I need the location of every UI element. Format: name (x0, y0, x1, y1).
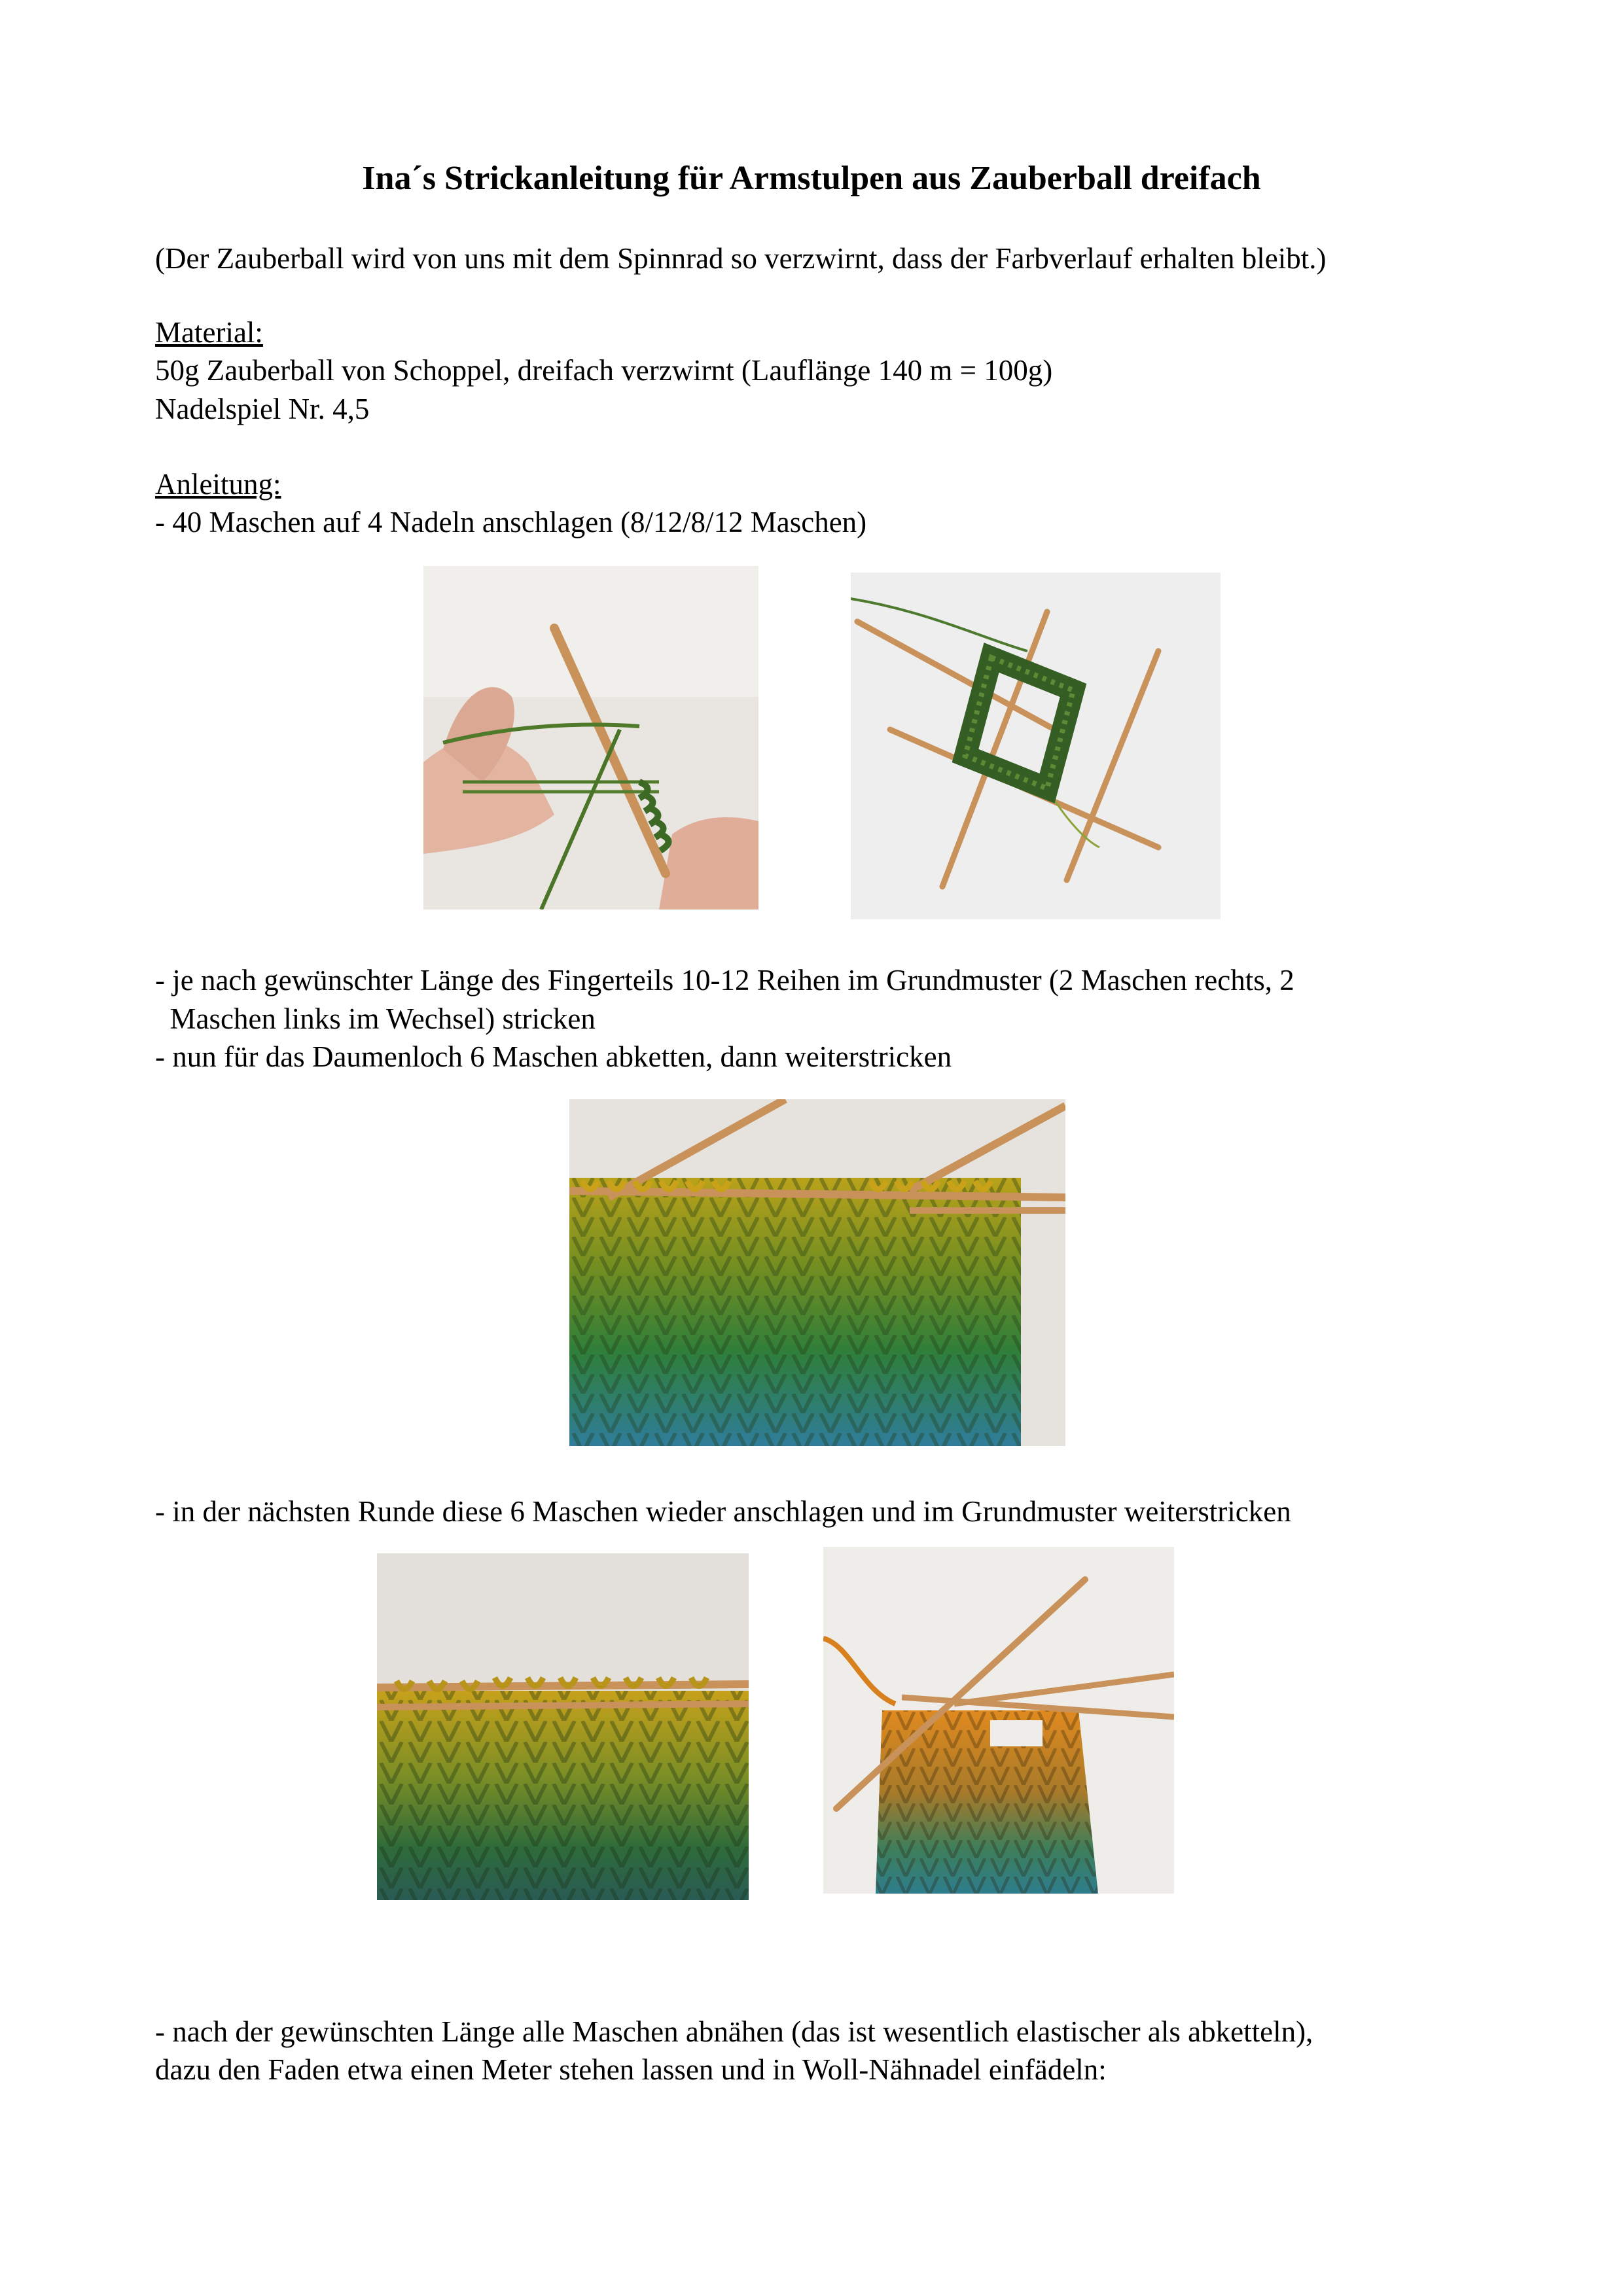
material-line: Nadelspiel Nr. 4,5 (155, 393, 370, 425)
step-text: - 40 Maschen auf 4 Nadeln anschlagen (8/12/8/12 Maschen) (155, 506, 867, 539)
material-heading: Material: (155, 316, 263, 349)
anleitung-heading: Anleitung: (155, 468, 281, 501)
material-line: 50g Zauberball von Schoppel, dreifach verzwirnt (Lauflänge 140 m = 100g) (155, 354, 1053, 387)
photo-cast-on-hand (423, 566, 758, 910)
step-text: - nun für das Daumenloch 6 Maschen abketten, dann weiterstricken (155, 1040, 952, 1073)
step-text: - in der nächsten Runde diese 6 Maschen wieder anschlagen und im Grundmuster weiterstricken (155, 1495, 1291, 1528)
step-text: - je nach gewünschter Länge des Fingerteils 10-12 Reihen im Grundmuster (2 Maschen rechts, 2 (155, 964, 1294, 997)
photo-thumb-hole-bindoff (569, 1099, 1065, 1446)
page-title: Ina´s Strickanleitung für Armstulpen aus Zauberball dreifach (362, 160, 1261, 197)
intro-text: (Der Zauberball wird von uns mit dem Spinnrad so verzwirnt, dass der Farbverlauf erhalten bleibt.) (155, 242, 1327, 275)
photo-needle-square (851, 573, 1221, 919)
step-text: Maschen links im Wechsel) stricken (155, 1002, 596, 1035)
step-text: - nach der gewünschten Länge alle Maschen abnähen (das ist wesentlich elastischer als abketteln), (155, 2015, 1313, 2048)
photo-thumb-hole-finished (823, 1547, 1174, 1894)
step-text: dazu den Faden etwa einen Meter stehen lassen und in Woll-Nähnadel einfädeln: (155, 2053, 1107, 2086)
photo-recast-stitches (377, 1553, 749, 1900)
